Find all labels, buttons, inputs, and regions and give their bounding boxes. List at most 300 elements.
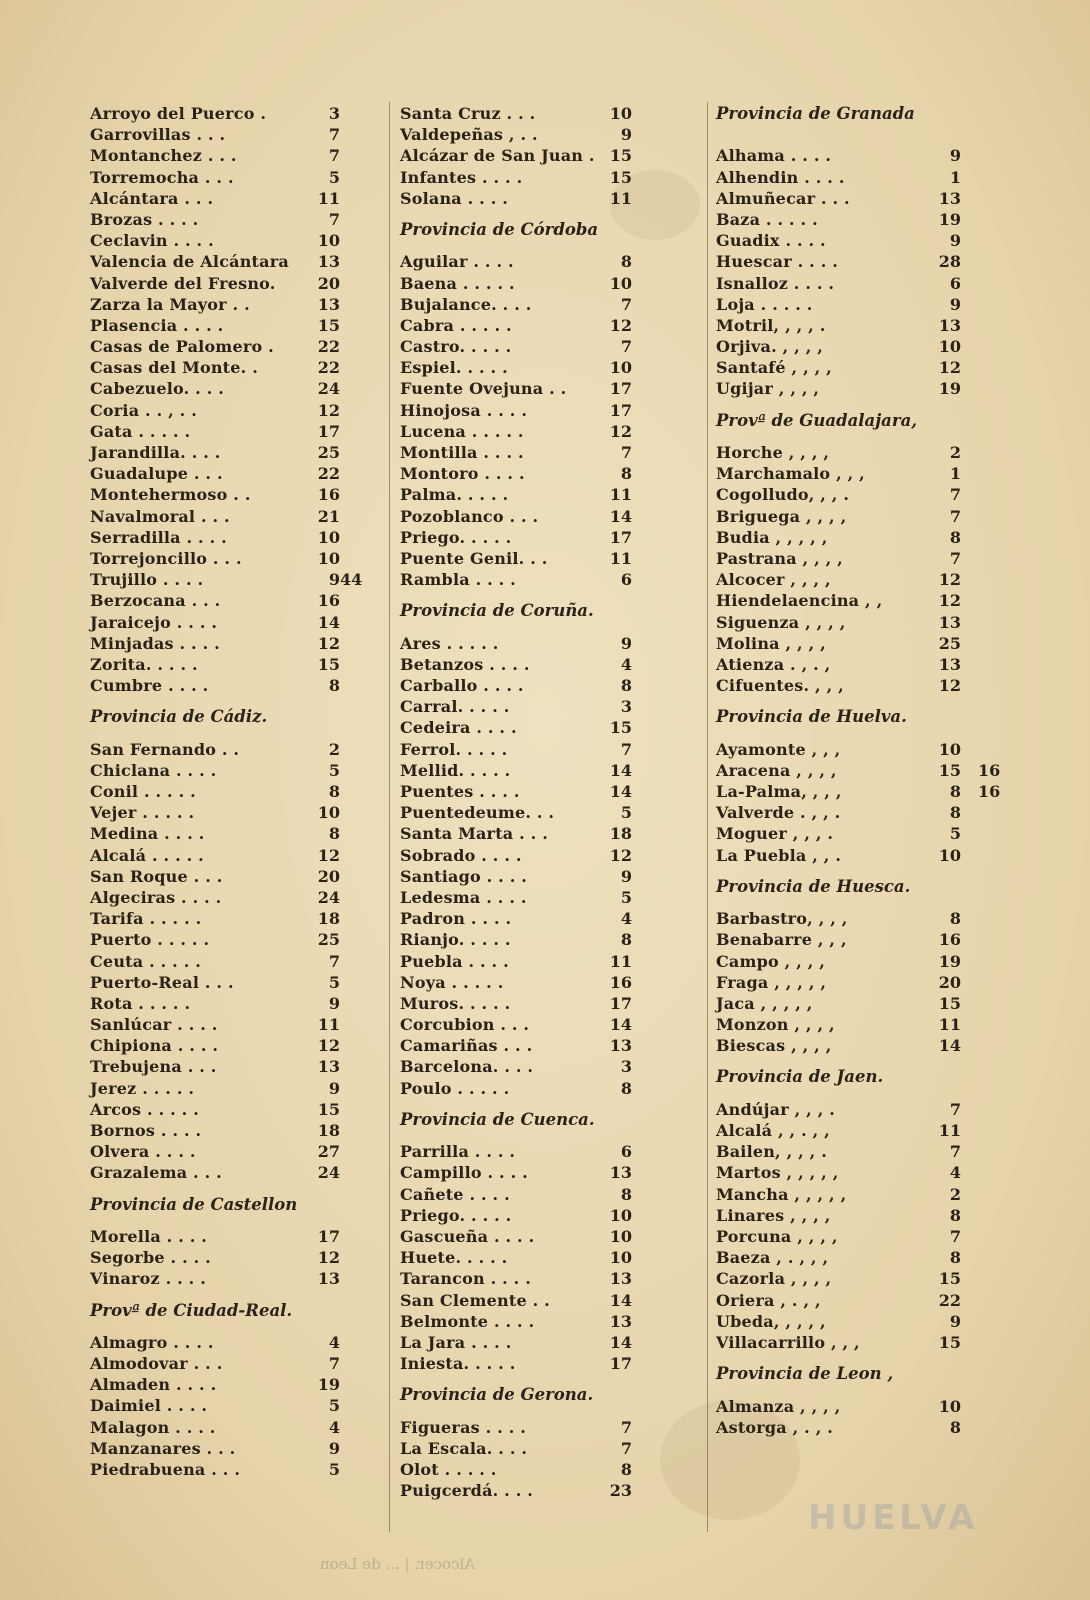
town-name: Muros. . . . . xyxy=(400,993,511,1013)
town-name: Chiclana . . . . xyxy=(90,760,217,780)
town-value: 12 xyxy=(317,1248,340,1268)
town-row xyxy=(400,442,632,463)
town-value: 13 xyxy=(317,1269,340,1289)
town-value: 28 xyxy=(938,252,961,272)
town-value: 17 xyxy=(317,421,340,441)
town-value: 8 xyxy=(949,1205,961,1225)
town-value: 11 xyxy=(609,548,632,568)
town-name: Vejer . . . . . xyxy=(90,803,195,823)
town-value: 25 xyxy=(317,443,340,462)
town-value: 7 xyxy=(949,1142,961,1162)
town-value: 22 xyxy=(317,358,340,378)
town-name: Guadix . . . . xyxy=(716,231,826,251)
town-value: 13 xyxy=(317,252,340,272)
town-row xyxy=(400,569,632,590)
town-row xyxy=(90,251,340,272)
town-name: Mancha , , , , , xyxy=(716,1184,847,1204)
town-value: 7 xyxy=(949,548,961,568)
town-row xyxy=(90,124,340,145)
town-value: 7 xyxy=(620,1438,632,1458)
town-value: 5 xyxy=(620,803,632,823)
town-name: Orjiva. , , , , xyxy=(716,337,824,357)
town-name: Siguenza , , , , xyxy=(716,612,846,632)
town-row xyxy=(716,188,961,209)
town-value: 2 xyxy=(949,443,961,463)
town-name: Isnalloz . . . . xyxy=(716,273,835,293)
town-row xyxy=(90,1056,340,1077)
province-heading: Provincia de Huelva. xyxy=(716,707,907,727)
town-name: Atienza . , . , xyxy=(716,654,831,674)
town-row xyxy=(90,1226,340,1247)
town-row xyxy=(716,590,961,611)
town-row xyxy=(90,845,340,866)
town-value: 9 xyxy=(949,231,961,251)
town-row xyxy=(716,951,961,972)
town-value: 15 xyxy=(938,993,961,1013)
town-name: Noya . . . . . xyxy=(400,972,504,992)
town-name: Iniesta. . . . . xyxy=(400,1354,516,1374)
town-value: 5 xyxy=(328,1396,340,1416)
town-value: 20 xyxy=(938,972,961,992)
town-row xyxy=(400,378,632,399)
town-name: Horche , , , , xyxy=(716,443,830,463)
town-value: 13 xyxy=(938,188,961,208)
town-row xyxy=(90,675,340,696)
town-name: Cañete . . . . xyxy=(400,1184,510,1204)
town-row xyxy=(400,188,632,209)
town-row xyxy=(90,1374,340,1395)
town-row xyxy=(90,654,340,675)
town-value: 15 xyxy=(609,167,632,187)
town-value: 10 xyxy=(317,527,340,547)
town-row xyxy=(400,675,632,696)
town-value: 10 xyxy=(609,358,632,378)
town-value: 1 xyxy=(949,464,961,484)
town-name: Fraga , , , , , xyxy=(716,972,827,992)
town-row xyxy=(400,336,632,357)
town-row xyxy=(90,1162,340,1183)
town-name: Almaden . . . . xyxy=(90,1375,217,1395)
town-row xyxy=(90,1141,340,1162)
town-value: 7 xyxy=(949,1227,961,1246)
town-name: Almanza , , , , xyxy=(716,1396,841,1416)
town-name: Belmonte . . . . xyxy=(400,1311,535,1331)
town-name: Puentedeume. . . xyxy=(400,803,555,823)
town-name: La Escala. . . . xyxy=(400,1438,528,1458)
town-value: 12 xyxy=(938,676,961,696)
town-row xyxy=(716,1035,961,1056)
town-name: Almuñecar . . . xyxy=(716,188,850,208)
town-row xyxy=(716,1268,961,1289)
town-row xyxy=(716,823,961,844)
town-name: Rianjo. . . . . xyxy=(400,930,511,950)
town-name: Montanchez . . . xyxy=(90,146,237,166)
town-name: Padron . . . . xyxy=(400,909,512,929)
province-heading: Provincia de Cádiz. xyxy=(90,707,268,727)
town-row xyxy=(716,1290,961,1311)
town-value: 5 xyxy=(328,972,340,992)
town-name: Cabra . . . . . xyxy=(400,315,512,335)
town-name: Jarandilla. . . . xyxy=(90,443,221,462)
town-name: Alcalá . . . . . xyxy=(90,845,204,865)
town-row xyxy=(90,400,340,421)
town-row xyxy=(716,1311,961,1332)
town-name: Alcántara . . . xyxy=(90,188,214,208)
province-heading: Provincia de Gerona. xyxy=(400,1385,594,1405)
town-row xyxy=(90,760,340,781)
town-value: 3 xyxy=(620,1057,632,1077)
town-name: Ceclavin . . . . xyxy=(90,231,214,251)
town-value: 14 xyxy=(609,1332,632,1352)
town-name: Arcos . . . . . xyxy=(90,1099,199,1119)
town-value: 10 xyxy=(317,548,340,568)
town-row xyxy=(400,1417,632,1438)
town-row xyxy=(90,1268,340,1289)
town-row xyxy=(400,315,632,336)
town-row xyxy=(400,1205,632,1226)
town-value: 10 xyxy=(938,739,961,759)
town-value: 5 xyxy=(620,887,632,907)
town-value: 8 xyxy=(620,1078,632,1098)
town-name: Bailen, , , , . xyxy=(716,1142,827,1162)
town-value: 4 xyxy=(620,909,632,929)
town-name: Almagro . . . . xyxy=(90,1332,214,1352)
town-name: Jaraicejo . . . . xyxy=(90,612,218,632)
town-name: Daimiel . . . . xyxy=(90,1396,208,1416)
town-name: Monzon , , , , xyxy=(716,1015,835,1035)
town-row xyxy=(90,633,340,654)
town-row xyxy=(716,612,961,633)
column-1 xyxy=(90,103,363,1480)
town-value: 7 xyxy=(620,1417,632,1437)
town-value: 25 xyxy=(317,930,340,950)
town-value: 13 xyxy=(938,612,961,632)
town-row xyxy=(716,294,961,315)
town-row xyxy=(716,993,961,1014)
town-value: 8 xyxy=(620,252,632,272)
town-row xyxy=(716,527,961,548)
town-value: 9 xyxy=(949,294,961,314)
town-row xyxy=(90,442,340,463)
town-name: Castro. . . . . xyxy=(400,337,512,357)
town-value: 19 xyxy=(317,1375,340,1395)
town-row xyxy=(400,1014,632,1035)
town-value: 7 xyxy=(949,485,961,505)
town-value: 5 xyxy=(328,760,340,780)
town-value: 13 xyxy=(609,1269,632,1289)
town-row xyxy=(90,951,340,972)
town-name: Vinaroz . . . . xyxy=(90,1269,206,1289)
town-name: Plasencia . . . . xyxy=(90,315,224,335)
town-value: 17 xyxy=(609,379,632,399)
column-2 xyxy=(400,103,632,1501)
column-3 xyxy=(716,103,1001,1438)
town-name: Bujalance. . . . xyxy=(400,294,532,314)
town-value: 7 xyxy=(620,294,632,314)
town-row xyxy=(400,908,632,929)
town-row xyxy=(90,484,340,505)
town-value: 2 xyxy=(949,1184,961,1204)
town-value: 12 xyxy=(609,315,632,335)
town-name: Coria . . , . . xyxy=(90,400,197,420)
town-value: 23 xyxy=(609,1481,632,1501)
town-value: 6 xyxy=(620,570,632,590)
town-name: Ares . . . . . xyxy=(400,633,499,653)
town-value: 18 xyxy=(317,1121,340,1141)
town-name: Tarancon . . . . xyxy=(400,1269,531,1289)
town-row xyxy=(400,145,632,166)
town-value: 9 xyxy=(328,1078,340,1098)
town-value: 14 xyxy=(609,760,632,780)
town-value: 9 xyxy=(620,125,632,145)
town-row xyxy=(716,1396,961,1417)
town-value: 22 xyxy=(938,1290,961,1310)
town-value: 14 xyxy=(609,506,632,526)
town-name: Jaca , , , , , xyxy=(716,993,813,1013)
town-value: 8 xyxy=(328,824,340,844)
town-row xyxy=(400,1226,632,1247)
town-row xyxy=(716,1141,961,1162)
town-name: Motril, , , , . xyxy=(716,315,826,335)
town-value: 11 xyxy=(609,485,632,505)
town-name: Budia , , , , , xyxy=(716,527,828,547)
town-value: 4 xyxy=(949,1163,961,1183)
town-name: Valverde . , , . xyxy=(716,803,841,823)
town-name: Moguer , , , . xyxy=(716,824,834,844)
town-row xyxy=(90,739,340,760)
town-value: 13 xyxy=(938,654,961,674)
town-name: Cabezuelo. . . . xyxy=(90,379,225,399)
town-row xyxy=(716,739,961,760)
town-value: 17 xyxy=(609,400,632,420)
town-value: 13 xyxy=(317,294,340,314)
town-name: Lucena . . . . . xyxy=(400,421,524,441)
town-value: 16 xyxy=(317,485,340,505)
town-name: Piedrabuena . . . xyxy=(90,1460,241,1480)
town-name: Montoro . . . . xyxy=(400,464,525,484)
town-value: 8 xyxy=(328,782,340,802)
town-value: 9 xyxy=(328,570,340,590)
town-row xyxy=(90,1120,340,1141)
town-row xyxy=(90,421,340,442)
town-row xyxy=(716,209,961,230)
town-value: 13 xyxy=(609,1311,632,1331)
town-name: Medina . . . . xyxy=(90,824,205,844)
town-value: 12 xyxy=(317,845,340,865)
town-value: 7 xyxy=(620,337,632,357)
town-value: 10 xyxy=(938,337,961,357)
town-value: 11 xyxy=(938,1015,961,1035)
town-value: 7 xyxy=(328,951,340,971)
town-name: Mellid. . . . . xyxy=(400,760,511,780)
town-row xyxy=(716,463,961,484)
town-name: Alcalá , , . , , xyxy=(716,1121,830,1141)
town-name: Berzocana . . . xyxy=(90,591,221,611)
town-name: Valdepeñas , . . xyxy=(400,125,538,145)
province-heading: Provincia de Leon , xyxy=(716,1364,894,1384)
town-row xyxy=(90,1014,340,1035)
town-row xyxy=(90,887,340,908)
province-heading: Provincia de Córdoba xyxy=(400,219,599,239)
town-name: Hinojosa . . . . xyxy=(400,400,528,420)
town-value: 2 xyxy=(328,739,340,759)
town-name: Bornos . . . . xyxy=(90,1121,202,1141)
side-total: 16 xyxy=(978,782,1001,802)
town-value: 10 xyxy=(609,1226,632,1246)
town-name: Barbastro, , , , xyxy=(716,909,848,929)
town-value: 11 xyxy=(317,1015,340,1035)
town-value: 6 xyxy=(949,273,961,293)
town-row xyxy=(716,1332,961,1353)
town-row xyxy=(716,315,961,336)
town-value: 10 xyxy=(609,104,632,123)
town-name: Figueras . . . . xyxy=(400,1417,527,1437)
town-name: Puigcerdá. . . . xyxy=(400,1481,534,1501)
town-name: Corcubion . . . xyxy=(400,1015,530,1035)
town-value: 24 xyxy=(317,1163,340,1183)
province-heading: Provincia de Granada xyxy=(716,104,915,123)
town-value: 8 xyxy=(620,1460,632,1480)
town-name: Oriera , . , , xyxy=(716,1290,821,1310)
town-name: Morella . . . . xyxy=(90,1226,208,1246)
town-value: 15 xyxy=(609,718,632,738)
town-row xyxy=(716,908,961,929)
town-value: 15 xyxy=(609,146,632,166)
town-value: 10 xyxy=(609,1248,632,1268)
town-name: Priego. . . . . xyxy=(400,527,512,547)
town-value: 4 xyxy=(328,1332,340,1352)
town-row xyxy=(400,717,632,738)
town-row xyxy=(716,378,961,399)
town-row xyxy=(90,908,340,929)
town-row xyxy=(400,124,632,145)
town-row xyxy=(716,506,961,527)
town-row xyxy=(716,230,961,251)
town-row xyxy=(90,463,340,484)
town-name: Santiago . . . . xyxy=(400,866,528,886)
town-row xyxy=(400,251,632,272)
town-name: Baena . . . . . xyxy=(400,273,515,293)
town-row xyxy=(400,654,632,675)
town-name: Alhama . . . . xyxy=(716,146,832,166)
town-row xyxy=(90,230,340,251)
town-value: 11 xyxy=(317,188,340,208)
town-value: 3 xyxy=(620,697,632,717)
town-value: 7 xyxy=(620,443,632,463)
town-row xyxy=(716,1162,961,1183)
town-value: 7 xyxy=(328,125,340,145)
town-value: 14 xyxy=(609,782,632,802)
town-name: Olvera . . . . xyxy=(90,1142,196,1162)
town-value: 22 xyxy=(317,464,340,484)
town-row xyxy=(400,548,632,569)
town-value: 12 xyxy=(317,1036,340,1056)
town-row xyxy=(400,1141,632,1162)
town-name: Palma. . . . . xyxy=(400,485,509,505)
town-value: 19 xyxy=(938,951,961,971)
town-name: Marchamalo , , , xyxy=(716,464,865,484)
town-row xyxy=(400,357,632,378)
town-row xyxy=(90,802,340,823)
town-row xyxy=(400,823,632,844)
town-value: 4 xyxy=(328,1417,340,1437)
town-row xyxy=(400,951,632,972)
town-row xyxy=(90,1417,340,1438)
town-name: Infantes . . . . xyxy=(400,167,523,187)
town-name: Conil . . . . . xyxy=(90,782,196,802)
town-name: Campillo . . . . xyxy=(400,1163,528,1183)
town-name: Alhendin . . . . xyxy=(716,167,845,187)
side-total: 16 xyxy=(978,760,1001,780)
town-value: 14 xyxy=(609,1290,632,1310)
town-name: Santafé , , , , xyxy=(716,358,832,378)
town-row xyxy=(400,972,632,993)
town-row xyxy=(90,209,340,230)
town-row xyxy=(400,1332,632,1353)
town-row xyxy=(400,1056,632,1077)
town-row xyxy=(400,167,632,188)
town-row xyxy=(716,251,961,272)
town-row xyxy=(716,548,961,569)
town-row xyxy=(716,145,961,166)
town-name: Molina , , , , xyxy=(716,633,826,653)
town-name: Ledesma . . . . xyxy=(400,887,527,907)
town-value: 27 xyxy=(317,1142,340,1162)
town-name: San Clemente . . xyxy=(400,1290,550,1310)
town-row xyxy=(400,1311,632,1332)
town-value: 10 xyxy=(938,1396,961,1416)
town-name: Cumbre . . . . xyxy=(90,676,209,696)
town-name: Serradilla . . . . xyxy=(90,527,227,547)
town-value: 8 xyxy=(949,909,961,929)
town-row xyxy=(400,633,632,654)
town-name: San Roque . . . xyxy=(90,866,223,886)
town-name: Priego. . . . . xyxy=(400,1205,512,1225)
town-value: 7 xyxy=(949,1099,961,1119)
town-row xyxy=(400,929,632,950)
town-row xyxy=(716,1247,961,1268)
town-row xyxy=(716,273,961,294)
town-name: Puentes . . . . xyxy=(400,782,520,802)
town-name: Sobrado . . . . xyxy=(400,845,522,865)
town-name: Valencia de Alcántara xyxy=(90,252,289,272)
town-name: Tarifa . . . . . xyxy=(90,909,202,929)
town-name: Algeciras . . . . xyxy=(90,887,222,907)
town-row xyxy=(716,929,961,950)
town-row xyxy=(400,294,632,315)
town-value: 17 xyxy=(317,1226,340,1246)
town-name: Huescar . . . . xyxy=(716,252,839,272)
town-name: Ugijar , , , , xyxy=(716,379,820,399)
town-value: 10 xyxy=(609,1205,632,1225)
town-row xyxy=(90,294,340,315)
town-name: Benabarre , , , xyxy=(716,930,847,950)
town-name: Linares , , , , xyxy=(716,1205,831,1225)
town-value: 7 xyxy=(328,1354,340,1374)
town-row xyxy=(400,421,632,442)
town-row xyxy=(90,506,340,527)
town-name: Astorga , . , . xyxy=(716,1417,834,1437)
town-value: 5 xyxy=(328,1460,340,1480)
town-value: 24 xyxy=(317,379,340,399)
town-name: Brozas . . . . xyxy=(90,209,199,229)
town-row xyxy=(716,633,961,654)
province-heading: Provª de Ciudad-Real. xyxy=(90,1300,293,1320)
town-row xyxy=(716,442,961,463)
town-name: Carballo . . . . xyxy=(400,676,524,696)
town-name: Campo , , , , xyxy=(716,951,826,971)
town-row xyxy=(400,400,632,421)
